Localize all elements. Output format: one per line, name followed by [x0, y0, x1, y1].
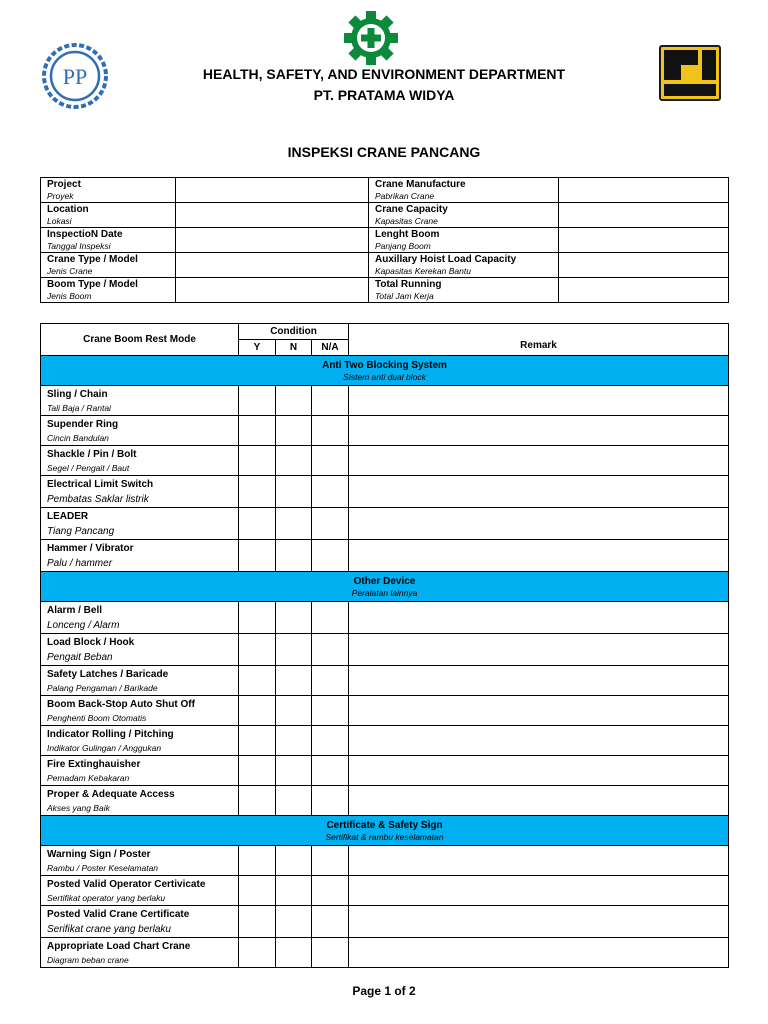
check-na-cell[interactable]	[312, 540, 349, 572]
item-sublabel: Sertifikat operator yang berlaku	[47, 893, 166, 903]
remark-field[interactable]	[349, 386, 729, 416]
item-label: Boom Back-Stop Auto Shut Off	[47, 699, 195, 710]
check-y-cell[interactable]	[239, 602, 276, 634]
remark-field[interactable]	[349, 726, 729, 756]
info-sublabel: Panjang Boom	[375, 241, 431, 251]
check-na-cell[interactable]	[312, 666, 349, 696]
remark-field[interactable]	[349, 846, 729, 876]
info-sublabel: Jenis Crane	[47, 266, 93, 276]
info-value-field[interactable]	[559, 178, 729, 203]
inspection-checklist-table	[40, 323, 729, 968]
info-row	[41, 253, 729, 278]
info-sublabel: Pabrikan Crane	[375, 191, 435, 201]
check-na-cell[interactable]	[312, 602, 349, 634]
item-sublabel: Penghenti Boom Otomatis	[47, 713, 147, 723]
item-label-cell	[41, 476, 239, 508]
check-y-cell[interactable]	[239, 726, 276, 756]
check-na-cell[interactable]	[312, 786, 349, 816]
check-y-cell[interactable]	[239, 756, 276, 786]
item-label-cell	[41, 666, 239, 696]
info-sublabel: Kapasitas Kerekan Bantu	[375, 266, 471, 276]
info-label-cell	[41, 203, 176, 228]
info-value-field[interactable]	[176, 278, 369, 303]
section-header	[41, 816, 729, 846]
check-n-cell[interactable]	[276, 386, 312, 416]
info-label: Lenght Boom	[375, 229, 440, 240]
info-row	[41, 178, 729, 203]
item-label-cell	[41, 386, 239, 416]
item-label: Proper & Adequate Access	[47, 789, 175, 800]
item-label-cell	[41, 416, 239, 446]
check-n-cell[interactable]	[276, 446, 312, 476]
checklist-row	[41, 540, 729, 572]
info-label: Location	[47, 204, 89, 215]
check-na-cell[interactable]	[312, 508, 349, 540]
remark-field[interactable]	[349, 416, 729, 446]
checklist-row	[41, 446, 729, 476]
checklist-row	[41, 726, 729, 756]
section-header	[41, 572, 729, 602]
remark-field[interactable]	[349, 696, 729, 726]
info-label-cell	[369, 178, 559, 203]
info-label-cell	[369, 253, 559, 278]
crane-info-table	[40, 177, 729, 303]
checklist-row	[41, 696, 729, 726]
info-sublabel: Total Jam Kerja	[375, 291, 434, 301]
info-value-field[interactable]	[176, 253, 369, 278]
info-sublabel: Proyek	[47, 191, 74, 201]
info-value-field[interactable]	[559, 253, 729, 278]
item-sublabel: Palu / hammer	[47, 558, 113, 569]
check-na-cell[interactable]	[312, 634, 349, 666]
checklist-row	[41, 602, 729, 634]
remark-field[interactable]	[349, 876, 729, 906]
form-title: INSPEKSI CRANE PANCANG	[287, 144, 481, 160]
remark-field[interactable]	[349, 666, 729, 696]
checklist-row	[41, 938, 729, 968]
check-n-cell[interactable]	[276, 846, 312, 876]
check-na-cell[interactable]	[312, 726, 349, 756]
check-y-cell[interactable]	[239, 446, 276, 476]
info-value-field[interactable]	[176, 228, 369, 253]
remark-header: Remark	[349, 340, 729, 356]
check-n-cell[interactable]	[276, 726, 312, 756]
check-n-cell[interactable]	[276, 602, 312, 634]
safety-gear-logo	[343, 10, 399, 66]
item-sublabel: Rambu / Poster Keselamatan	[47, 863, 159, 873]
info-label: Crane Type / Model	[47, 254, 138, 265]
info-label-cell	[369, 203, 559, 228]
item-label: Indicator Rolling / Pitching	[47, 729, 174, 740]
item-sublabel: Tiang Pancang	[47, 526, 115, 537]
item-label: Posted Valid Crane Certificate	[47, 909, 190, 920]
page-number: Page 1 of 2	[352, 984, 416, 998]
check-n-cell[interactable]	[276, 696, 312, 726]
checklist-row	[41, 906, 729, 938]
info-label-cell	[41, 178, 176, 203]
check-y-cell[interactable]	[239, 786, 276, 816]
check-y-cell[interactable]	[239, 846, 276, 876]
check-y-cell[interactable]	[239, 540, 276, 572]
item-label: Shackle / Pin / Bolt	[47, 449, 137, 460]
checklist-row	[41, 846, 729, 876]
check-y-cell[interactable]	[239, 476, 276, 508]
check-na-cell[interactable]	[312, 476, 349, 508]
item-sublabel: Pembatas Saklar listrik	[47, 494, 149, 505]
checklist-row	[41, 508, 729, 540]
item-sublabel: Cincin Bandulan	[47, 433, 109, 443]
info-value-field[interactable]	[559, 228, 729, 253]
item-sublabel: Lonceng / Alarm	[47, 620, 120, 631]
item-label: Appropriate Load Chart Crane	[47, 941, 191, 952]
info-label-cell	[41, 278, 176, 303]
check-y-cell[interactable]	[239, 508, 276, 540]
info-label-cell	[369, 228, 559, 253]
section-subtitle: Peralatan lainnya	[351, 588, 418, 598]
check-y-cell[interactable]	[239, 876, 276, 906]
check-n-cell[interactable]	[276, 416, 312, 446]
check-na-cell[interactable]	[312, 386, 349, 416]
item-sublabel: Diagram beban crane	[47, 955, 129, 965]
item-label: LEADER	[47, 511, 89, 522]
remark-field[interactable]	[349, 906, 729, 938]
item-label-cell	[41, 938, 239, 968]
section-header-row	[41, 572, 729, 602]
info-label: Crane Capacity	[375, 204, 448, 215]
remark-field[interactable]	[349, 786, 729, 816]
check-na-cell[interactable]	[312, 416, 349, 446]
checklist-row	[41, 756, 729, 786]
check-na-cell[interactable]	[312, 696, 349, 726]
info-label: InspectioN Date	[47, 229, 123, 240]
check-n-cell[interactable]	[276, 666, 312, 696]
item-label-cell	[41, 634, 239, 666]
item-label: Warning Sign / Poster	[47, 849, 151, 860]
check-n-cell[interactable]	[276, 634, 312, 666]
check-y-cell[interactable]	[239, 696, 276, 726]
check-na-cell[interactable]	[312, 876, 349, 906]
check-y-cell[interactable]	[239, 906, 276, 938]
item-label: Supender Ring	[47, 419, 119, 430]
checklist-row	[41, 786, 729, 816]
item-label-cell	[41, 726, 239, 756]
item-sublabel: Serifikat crane yang berlaku	[47, 924, 171, 935]
info-sublabel: Jenis Boom	[47, 291, 92, 301]
item-sublabel: Pemadam Kebakaran	[47, 773, 130, 783]
item-sublabel: Segel / Pengait / Baut	[47, 463, 130, 473]
section-header	[41, 356, 729, 386]
info-sublabel: Lokasi	[47, 216, 72, 226]
item-sublabel: Indikator Gulingan / Anggukan	[47, 743, 162, 753]
item-sublabel: Pengait Beban	[47, 652, 113, 663]
remark-field[interactable]	[349, 476, 729, 508]
item-label-cell	[41, 906, 239, 938]
section-title: Certificate & Safety Sign	[326, 820, 443, 831]
check-na-cell[interactable]	[312, 938, 349, 968]
check-na-cell[interactable]	[312, 906, 349, 938]
item-label-cell	[41, 540, 239, 572]
remark-field[interactable]	[349, 938, 729, 968]
pp-logo-text: PP	[62, 64, 88, 89]
section-title: Anti Two Blocking System	[322, 360, 447, 371]
item-label-cell	[41, 446, 239, 476]
check-n-cell[interactable]	[276, 876, 312, 906]
check-y-cell[interactable]	[239, 666, 276, 696]
item-label: Safety Latches / Baricade	[47, 669, 169, 680]
remark-field[interactable]	[349, 602, 729, 634]
item-label-cell	[41, 846, 239, 876]
info-label-cell	[369, 278, 559, 303]
checklist-row	[41, 386, 729, 416]
check-n-cell[interactable]	[276, 786, 312, 816]
info-label-cell	[41, 253, 176, 278]
section-subtitle: Sistem anti dual block	[343, 372, 426, 382]
info-value-field[interactable]	[559, 203, 729, 228]
item-label: Electrical Limit Switch	[47, 479, 154, 490]
check-n-cell[interactable]	[276, 476, 312, 508]
mode-header: Crane Boom Rest Mode	[41, 324, 239, 356]
check-n-cell[interactable]	[276, 540, 312, 572]
company-name: PT. PRATAMA WIDYA	[313, 87, 455, 103]
item-sublabel: Palang Pengaman / Barikade	[47, 683, 158, 693]
check-n-cell[interactable]	[276, 508, 312, 540]
item-label-cell	[41, 696, 239, 726]
item-sublabel: Akses yang Baik	[47, 803, 110, 813]
section-subtitle: Sertifikat & rambu keselamatan	[325, 832, 444, 842]
col-y-header: Y	[239, 340, 276, 356]
remark-field[interactable]	[349, 508, 729, 540]
item-label: Hammer / Vibrator	[47, 543, 134, 554]
item-label: Fire Extinghauisher	[47, 759, 141, 770]
section-header-row	[41, 816, 729, 846]
check-na-cell[interactable]	[312, 756, 349, 786]
info-value-field[interactable]	[176, 203, 369, 228]
item-label: Alarm / Bell	[47, 605, 103, 616]
remark-field[interactable]	[349, 446, 729, 476]
section-header-row	[41, 356, 729, 386]
section-title: Other Device	[353, 576, 416, 587]
check-na-cell[interactable]	[312, 446, 349, 476]
item-label: Sling / Chain	[47, 389, 108, 400]
checklist-row	[41, 416, 729, 446]
info-row	[41, 203, 729, 228]
check-y-cell[interactable]	[239, 634, 276, 666]
checklist-row	[41, 876, 729, 906]
info-label: Project	[47, 179, 81, 190]
info-label: Crane Manufacture	[375, 179, 466, 190]
check-n-cell[interactable]	[276, 756, 312, 786]
col-n-header: N	[276, 340, 312, 356]
checklist-row	[41, 666, 729, 696]
item-sublabel: Tali Baja / Rantai	[47, 403, 111, 413]
check-y-cell[interactable]	[239, 938, 276, 968]
item-label: Posted Valid Operator Certivicate	[47, 879, 206, 890]
info-row	[41, 228, 729, 253]
department-title: HEALTH, SAFETY, AND ENVIRONMENT DEPARTMENT	[202, 66, 566, 82]
checklist-row	[41, 634, 729, 666]
col-na-header: N/A	[312, 340, 349, 356]
item-label: Load Block / Hook	[47, 637, 135, 648]
item-label-cell	[41, 508, 239, 540]
info-label: Total Running	[375, 279, 442, 290]
check-y-cell[interactable]	[239, 386, 276, 416]
info-value-field[interactable]	[559, 278, 729, 303]
info-value-field[interactable]	[176, 178, 369, 203]
info-sublabel: Tanggal Inspeksi	[47, 241, 111, 251]
item-label-cell	[41, 756, 239, 786]
item-label-cell	[41, 602, 239, 634]
item-label-cell	[41, 876, 239, 906]
info-sublabel: Kapasitas Crane	[375, 216, 438, 226]
info-label-cell	[41, 228, 176, 253]
check-n-cell[interactable]	[276, 938, 312, 968]
item-label-cell	[41, 786, 239, 816]
check-y-cell[interactable]	[239, 416, 276, 446]
condition-header: Condition	[239, 324, 349, 340]
check-n-cell[interactable]	[276, 906, 312, 938]
remark-field[interactable]	[349, 540, 729, 572]
info-label: Auxillary Hoist Load Capacity	[375, 254, 517, 265]
info-label: Boom Type / Model	[47, 279, 138, 290]
check-na-cell[interactable]	[312, 846, 349, 876]
remark-field[interactable]	[349, 756, 729, 786]
remark-field[interactable]	[349, 634, 729, 666]
checklist-row	[41, 476, 729, 508]
info-row	[41, 278, 729, 303]
